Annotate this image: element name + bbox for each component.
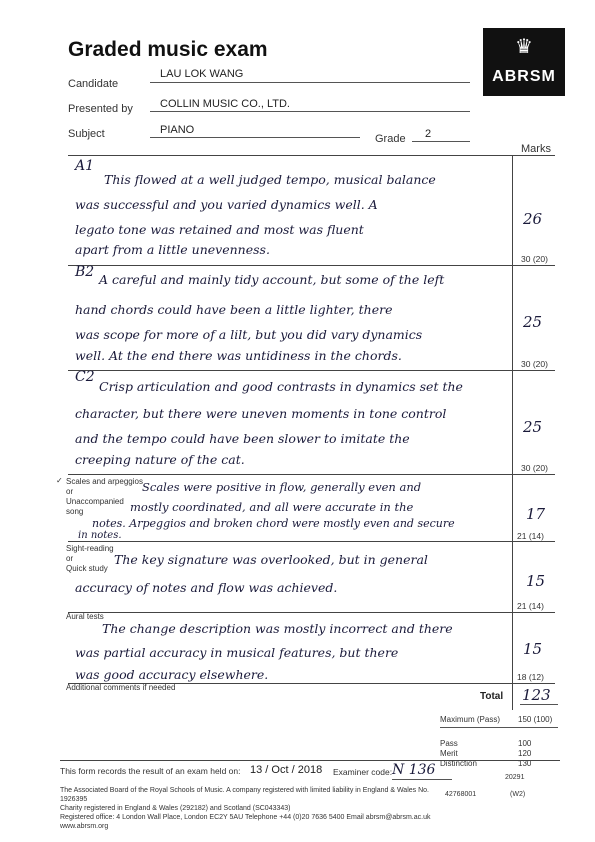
marks-column-divider — [512, 155, 513, 710]
comment-line: This flowed at a well judged tempo, musical balance — [104, 172, 436, 187]
legal-text: The Associated Board of the Royal Schools of Music. A company registered with limited liability in England & Wales No. 1926395 Charity registered in England & Wales (292182) and Scotland (SC043343) Registered office: 4 London Wall Place, London EC2Y 5AU Telephone +44 (0)20 7636 5400 Email abrsm@abrsm.ac.uk www.abrsm.org — [60, 787, 431, 830]
candidate-name: LAU LOK WANG — [160, 68, 244, 80]
comment-line: and the tempo could have been slower to imitate the — [75, 431, 410, 446]
sight-reading-label: Sight-reading or Quick study — [66, 544, 114, 573]
additional-comments-label: Additional comments if needed — [66, 683, 176, 692]
aural-label: Aural tests — [66, 612, 104, 621]
grade-underline — [412, 141, 470, 142]
section-rule-sight — [68, 612, 555, 613]
total-label: Total — [480, 691, 504, 702]
check-icon: ✓ — [56, 476, 63, 485]
section-rule-b2 — [68, 370, 555, 371]
mark-b2: 25 — [523, 313, 543, 331]
section-rule-a1 — [68, 265, 555, 266]
exam-date: 13 / Oct / 2018 — [250, 764, 323, 776]
page-title: Graded music exam — [68, 38, 268, 61]
comment-line: hand chords could have been a little lighter, there — [75, 302, 393, 317]
marks-header: Marks — [521, 143, 551, 155]
max-c2: 30 (20) — [521, 463, 548, 473]
examiner-underline — [392, 779, 452, 780]
scales-label: Scales and arpeggios or Unaccompanied song — [66, 477, 143, 516]
crown-icon: ♛ — [515, 36, 533, 58]
distinction-value: 130 — [518, 758, 532, 768]
subject-label: Subject — [68, 128, 105, 140]
merit-label: Merit — [440, 748, 458, 758]
comment-line: mostly coordinated, and all were accurate in the — [130, 500, 414, 514]
distinction-label: Distinction — [440, 758, 477, 768]
grade-label: Grade — [375, 133, 406, 145]
date-day: 13 — [250, 764, 263, 776]
comment-line: The key signature was overlooked, but in general — [114, 552, 428, 567]
mark-aural: 15 — [523, 640, 543, 658]
pass-label: Pass — [440, 738, 458, 748]
date-year: 2018 — [297, 764, 323, 776]
comment-line: in notes. — [78, 530, 122, 541]
mark-a1: 26 — [523, 210, 543, 228]
section-rule-top — [68, 155, 555, 156]
mark-scales: 17 — [526, 505, 546, 523]
max-b2: 30 (20) — [521, 359, 548, 369]
merit-value: 120 — [518, 748, 532, 758]
section-rule-c2 — [68, 474, 555, 475]
max-rule — [440, 727, 558, 728]
comment-line: character, but there were uneven moments in tone control — [75, 406, 447, 421]
comment-line: legato tone was retained and most was fluent — [75, 222, 364, 237]
comment-line: A careful and mainly tidy account, but some of the left — [99, 272, 445, 287]
logo-text: ABRSM — [492, 68, 556, 85]
piece-label-b2: B2 — [75, 264, 95, 280]
comment-line: well. At the end there was untidiness in the chords. — [75, 348, 402, 363]
form-number: 20291 — [505, 774, 525, 781]
comment-line: apart from a little unevenness. — [75, 242, 270, 257]
total-value: 123 — [522, 686, 551, 704]
comment-line: notes. Arpeggios and broken chord were mostly even and secure — [92, 517, 455, 530]
comment-line: was partial accuracy in musical features, but there — [75, 645, 399, 660]
comment-line: was scope for more of a lilt, but you did vary dynamics — [75, 327, 423, 342]
grade-value: 2 — [425, 128, 432, 140]
abrsm-logo — [483, 28, 565, 96]
examiner-code: N 136 — [392, 762, 436, 778]
piece-label-c2: C2 — [75, 369, 95, 385]
footer-rule — [60, 760, 560, 761]
piece-label-a1: A1 — [75, 158, 95, 174]
comment-line: Crisp articulation and good contrasts in dynamics set the — [99, 379, 463, 394]
ref-number: 42768001 — [445, 791, 477, 798]
date-month: Oct — [271, 764, 289, 776]
section-rule-scales — [68, 541, 555, 542]
subject-underline — [150, 137, 360, 138]
max-a1: 30 (20) — [521, 254, 548, 264]
held-on-label: This form records the result of an exam held on: — [60, 766, 241, 776]
mark-sight: 15 — [526, 572, 546, 590]
max-aural: 18 (12) — [517, 672, 544, 682]
comment-line: creeping nature of the cat. — [75, 452, 245, 467]
presented-by-underline — [150, 111, 470, 112]
candidate-label: Candidate — [68, 78, 119, 90]
max-scales: 21 (14) — [517, 531, 544, 541]
form-version: (W2) — [510, 791, 526, 798]
candidate-underline — [150, 82, 470, 83]
maximum-value: 150 (100) — [518, 714, 553, 724]
examiner-label: Examiner code: — [333, 767, 393, 777]
comment-line: was successful and you varied dynamics well. A — [75, 197, 378, 212]
subject-value: PIANO — [160, 124, 195, 136]
presented-by-value: COLLIN MUSIC CO., LTD. — [160, 98, 290, 110]
comment-line: was good accuracy elsewhere. — [75, 667, 269, 682]
comment-line: The change description was mostly incorrect and there — [102, 621, 453, 636]
presented-by-label: Presented by — [68, 103, 133, 115]
mark-c2: 25 — [523, 418, 543, 436]
pass-value: 100 — [518, 738, 532, 748]
total-underline — [520, 704, 558, 705]
maximum-label: Maximum (Pass) — [440, 714, 501, 724]
comment-line: accuracy of notes and flow was achieved. — [75, 580, 338, 595]
comment-line: Scales were positive in flow, generally even and — [142, 480, 422, 494]
max-sight: 21 (14) — [517, 601, 544, 611]
